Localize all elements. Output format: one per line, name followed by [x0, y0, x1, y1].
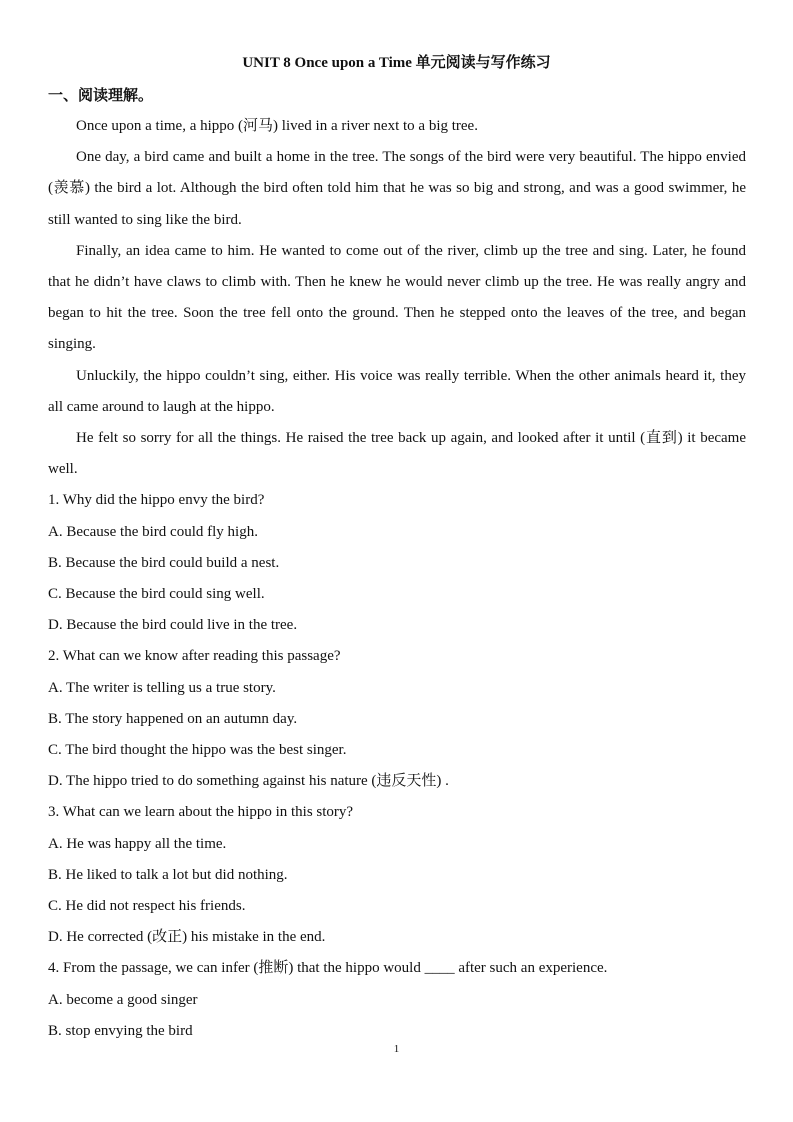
- question-3-option-a: A. He was happy all the time.: [48, 835, 227, 852]
- question-3-stem: 3. What can we learn about the hippo in this story?: [48, 804, 354, 821]
- passage-paragraph-1: Once upon a time, a hippo (河马) lived in a river next to a big tree.: [76, 118, 478, 134]
- question-2-option-a: A. The writer is telling us a true story.: [48, 679, 276, 696]
- question-3-option-c: C. He did not respect his friends.: [48, 898, 246, 915]
- question-2-stem: 2. What can we know after reading this passage?: [48, 648, 341, 665]
- question-3-option-d: D. He corrected (改正) his mistake in the end.: [48, 929, 326, 946]
- question-2-option-d: D. The hippo tried to do something against his nature (违反天性) .: [48, 773, 449, 790]
- question-4-option-b: B. stop envying the bird: [48, 1022, 193, 1039]
- question-1-stem: 1. Why did the hippo envy the bird?: [48, 492, 265, 509]
- passage-paragraph-4: Unluckily, the hippo couldn’t sing, either. His voice was really terrible. When the other animals heard it, they all came around to laugh at the hippo.: [48, 367, 746, 415]
- section-heading-reading: 一、阅读理解。: [48, 88, 154, 104]
- question-4-stem: 4. From the passage, we can infer (推断) that the hippo would ____ after such an experience.: [48, 960, 608, 977]
- question-1-option-b: B. Because the bird could build a nest.: [48, 554, 280, 571]
- passage-paragraph-3: Finally, an idea came to him. He wanted to come out of the river, climb up the tree and sing. Later, he found that he didn’t have claws to climb with. Then he knew he would never climb up the tree. He was really angry and began to hit the tree. Soon the tree fell onto the ground. Then he stepped onto the leaves of the tree, and began singing.: [48, 242, 746, 353]
- question-1-option-c: C. Because the bird could sing well.: [48, 586, 265, 603]
- page-number: 1: [393, 1043, 400, 1055]
- question-3-option-b: B. He liked to talk a lot but did nothing.: [48, 866, 288, 883]
- passage-paragraph-5: He felt so sorry for all the things. He raised the tree back up again, and looked after it until (直到) it became well.: [48, 430, 746, 478]
- question-2-option-c: C. The bird thought the hippo was the best singer.: [48, 742, 347, 759]
- document-title: UNIT 8 Once upon a Time 单元阅读与写作练习: [242, 55, 551, 71]
- content-body: [48, 111, 746, 1047]
- passage-paragraph-2: One day, a bird came and built a home in the tree. The songs of the bird were very beautiful. The hippo envied (羡慕) the bird a lot. Although the bird often told him that he was so big and strong, and was a good swimmer, he still wanted to sing like the bird.: [48, 149, 746, 228]
- question-2-option-b: B. The story happened on an autumn day.: [48, 710, 298, 727]
- question-1-option-d: D. Because the bird could live in the tree.: [48, 617, 298, 634]
- question-4-option-a: A. become a good singer: [48, 991, 198, 1008]
- question-1-option-a: A. Because the bird could fly high.: [48, 523, 258, 540]
